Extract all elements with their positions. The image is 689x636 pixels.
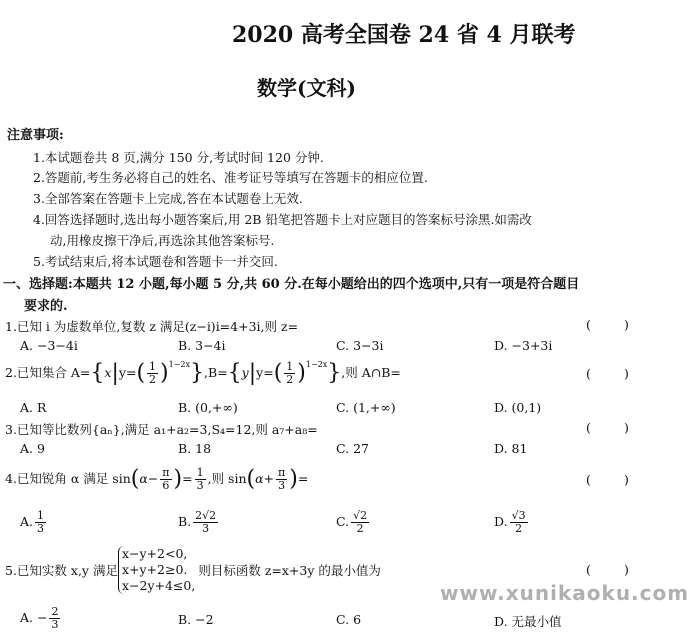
q4-option-c: C. $\frac{√2}{2}$ [336, 509, 368, 535]
q1-option-d: D. −3+3i [494, 338, 553, 353]
note-item: 5.考试结束后,将本试题卷和答题卡一并交回. [33, 254, 278, 269]
note-item: 3.全部答案在答题卡上完成,答在本试题卷上无效. [33, 191, 303, 206]
q5-option-c: C. 6 [336, 612, 362, 627]
q5-option-a: A. − $\frac{2}{3}$ [20, 605, 59, 631]
q5-option-d: D. 无最小值 [494, 614, 562, 629]
q2-option-b: B. (0,+∞) [178, 400, 238, 415]
q1-option-b: B. 3−4i [178, 338, 226, 353]
question-2-stem: 2.已知集合 A={x|y=( $\frac{1}{2}$ )$^{1-2x}$},B={y|y=( $\frac{1}{2}$ )$^{1-2x}$},则 A∩B= [5, 360, 401, 386]
q2-option-a: A. R [20, 400, 47, 415]
q4-option-a: A. $\frac{1}{3}$ [20, 509, 45, 535]
answer-blank: ( ) [586, 366, 629, 381]
note-item: 1.本试题卷共 8 页,满分 150 分,考试时间 120 分钟. [33, 150, 324, 165]
exam-title: 2020 高考全国卷 24 省 4 月联考 [232, 22, 576, 48]
q3-option-c: C. 27 [336, 441, 369, 456]
q5-option-b: B. −2 [178, 612, 214, 627]
answer-blank: ( ) [586, 562, 629, 577]
exam-subtitle: 数学(文科) [257, 76, 356, 100]
note-item: 动,用橡皮擦干净后,再选涂其他答案标号. [50, 233, 275, 248]
section-heading-cont: 要求的. [24, 299, 68, 314]
answer-blank: ( ) [586, 472, 629, 487]
constraint-system: x−y+2<0, x+y+2≥0. x−2y+4≤0, [118, 546, 195, 594]
notes-heading: 注意事项: [7, 128, 64, 143]
q3-option-b: B. 18 [178, 441, 212, 456]
q3-option-a: A. 9 [20, 441, 45, 456]
question-1-stem: 1.已知 i 为虚数单位,复数 z 满足(z−i)i=4+3i,则 z= [5, 319, 299, 334]
q3-option-d: D. 81 [494, 441, 528, 456]
q4-option-b: B. $\frac{2√2}{3}$ [178, 509, 217, 535]
note-item: 4.回答选择题时,选出每小题答案后,用 2B 铅笔把答题卡上对应题目的答案标号涂黑.如需改 [33, 212, 532, 227]
q2-option-d: D. (0,1) [494, 400, 542, 415]
q1-option-a: A. −3−4i [20, 338, 78, 353]
question-3-stem: 3.已知等比数列{aₙ},满足 a₁+a₂=3,S₄=12,则 a₇+a₈= [5, 422, 318, 437]
q4-option-d: D. $\frac{√3}{2}$ [494, 509, 526, 535]
q2-option-c: C. (1,+∞) [336, 400, 396, 415]
question-5-stem: 5.已知实数 x,y 满足 x−y+2<0, x+y+2≥0. x−2y+4≤0, 则目标函数 z=x+3y 的最小值为 [5, 546, 381, 593]
section-heading: 一、选择题:本题共 12 小题,每小题 5 分,共 60 分.在每小题给出的四个选项中,只有一项是符合题目 [3, 277, 580, 292]
question-4-stem: 4.已知锐角 α 满足 sin(α− $\frac{\pi}{6}$ )= $\frac{1}{3}$ ,则 sin(α+ $\frac{\pi}{3}$ )= [5, 466, 309, 492]
watermark: www.xunikaoku.com [440, 581, 689, 605]
answer-blank: ( ) [586, 420, 629, 435]
answer-blank: ( ) [586, 317, 629, 332]
note-item: 2.答题前,考生务必将自己的姓名、准考证号等填写在答题卡的相应位置. [33, 170, 428, 185]
q1-option-c: C. 3−3i [336, 338, 384, 353]
